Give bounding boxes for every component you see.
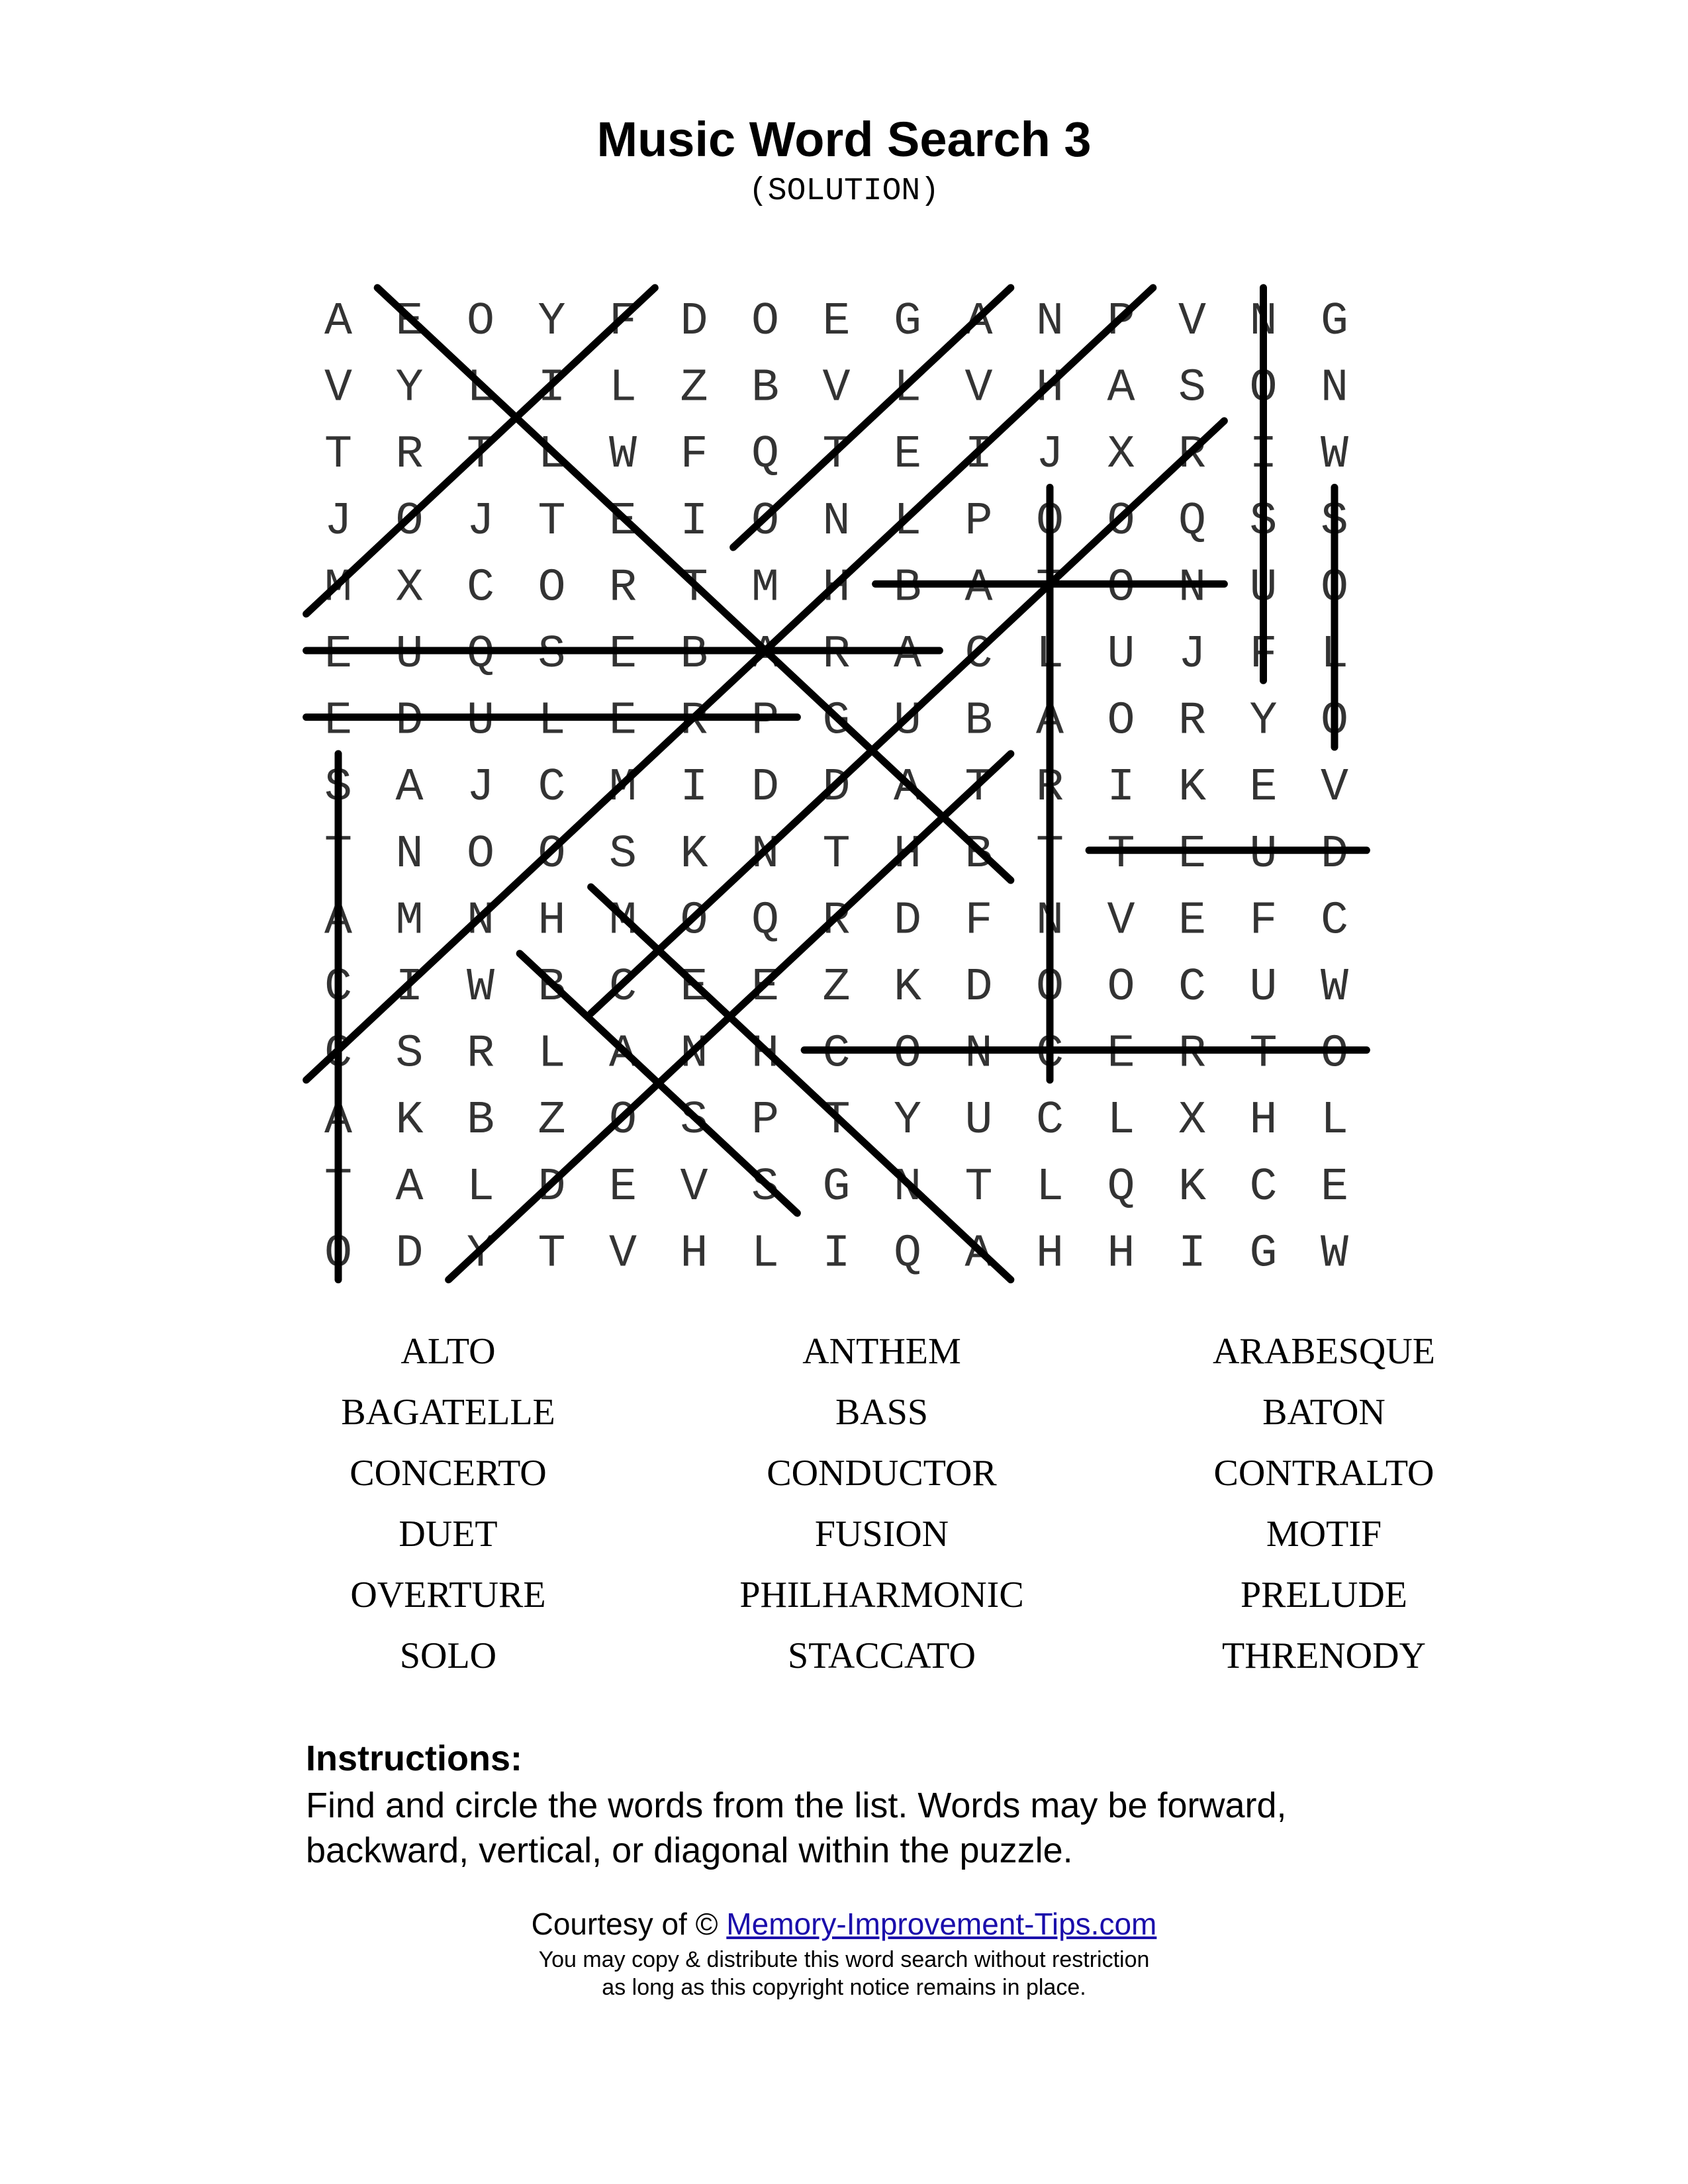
grid-letter: O	[1107, 562, 1135, 615]
grid-letter: C	[608, 962, 637, 1014]
grid-letter: W	[1320, 1228, 1349, 1281]
grid-letter: S	[324, 762, 353, 815]
grid-letter: Q	[893, 1228, 922, 1281]
grid-letter: J	[324, 495, 353, 548]
grid-letter: Y	[466, 1228, 495, 1281]
grid-letter: N	[751, 828, 780, 881]
grid-letter: Q	[1107, 1161, 1135, 1214]
grid-letter: I	[1249, 429, 1278, 482]
page-title: Music Word Search 3	[596, 112, 1092, 167]
word-item: DUET	[399, 1514, 498, 1555]
grid-letter: N	[893, 1161, 922, 1214]
grid-letter: O	[893, 1028, 922, 1081]
grid-letter: N	[466, 895, 495, 948]
grid-letter: V	[1178, 296, 1207, 348]
grid-letter: J	[1178, 629, 1207, 681]
grid-letter: N	[395, 828, 424, 881]
grid-letter: G	[893, 296, 922, 348]
grid-letter: C	[324, 1028, 353, 1081]
word-item: CONTRALTO	[1213, 1453, 1434, 1494]
word-item: BATON	[1262, 1392, 1385, 1433]
grid-letter: E	[1178, 828, 1207, 881]
grid-letter: L	[466, 1161, 495, 1214]
grid-letter: B	[964, 828, 993, 881]
grid-letter: H	[893, 828, 922, 881]
grid-letter: S	[538, 629, 566, 681]
grid-letter: O	[1035, 962, 1064, 1014]
grid-letter: K	[893, 962, 922, 1014]
word-item: ALTO	[400, 1331, 496, 1372]
word-item: PRELUDE	[1241, 1574, 1407, 1615]
grid-letter: O	[608, 1095, 637, 1148]
grid-letter: H	[538, 895, 566, 948]
grid-letter: D	[395, 695, 424, 748]
grid-letter: R	[680, 695, 708, 748]
grid-letter: F	[964, 895, 993, 948]
grid-letter: L	[538, 695, 566, 748]
grid-letter: R	[1035, 762, 1064, 815]
grid-letter: T	[680, 562, 708, 615]
grid-letter: T	[538, 495, 566, 548]
grid-letter: R	[1178, 1028, 1207, 1081]
grid-letter: T	[324, 1161, 353, 1214]
grid-letter: O	[1320, 695, 1349, 748]
grid-letter: X	[395, 562, 424, 615]
grid-letter: U	[893, 695, 922, 748]
grid-letter: I	[1107, 762, 1135, 815]
grid-letter: L	[1320, 629, 1349, 681]
grid-letter: U	[466, 695, 495, 748]
grid-letter: O	[1320, 1028, 1349, 1081]
grid-letter: O	[538, 562, 566, 615]
grid-letter: T	[1107, 828, 1135, 881]
instructions-line: backward, vertical, or diagonal within the puzzle.	[306, 1831, 1073, 1870]
grid-letter: T	[538, 1228, 566, 1281]
instructions-line: Find and circle the words from the list. Words may be forward,	[306, 1786, 1287, 1825]
grid-letter: C	[324, 962, 353, 1014]
solution-line	[306, 288, 1153, 1080]
grid-letter: B	[893, 562, 922, 615]
grid-letter: Q	[466, 629, 495, 681]
grid-letter: E	[608, 695, 637, 748]
grid-letter: S	[608, 828, 637, 881]
grid-letter: V	[680, 1161, 708, 1214]
grid-letter: U	[1249, 962, 1278, 1014]
grid-letter: D	[680, 296, 708, 348]
grid-letter: O	[1249, 362, 1278, 415]
grid-letter: I	[395, 962, 424, 1014]
grid-letter: W	[1320, 962, 1349, 1014]
grid-letter: U	[1107, 629, 1135, 681]
grid-letter: V	[324, 362, 353, 415]
grid-letter: Q	[751, 429, 780, 482]
grid-letter: K	[395, 1095, 424, 1148]
grid-letter: U	[1249, 562, 1278, 615]
grid-letter: O	[680, 895, 708, 948]
grid-letter: C	[1035, 1095, 1064, 1148]
grid-letter: O	[751, 296, 780, 348]
grid-letter: A	[893, 629, 922, 681]
grid-letter: I	[964, 429, 993, 482]
grid-letter: E	[893, 429, 922, 482]
grid-letter: O	[1107, 962, 1135, 1014]
grid-letter: A	[964, 296, 993, 348]
grid-letter: C	[1035, 1028, 1064, 1081]
grid-letter: O	[1320, 562, 1349, 615]
grid-letter: F	[680, 429, 708, 482]
grid-letter: L	[466, 362, 495, 415]
grid-letter: I	[680, 495, 708, 548]
grid-letter: D	[538, 1161, 566, 1214]
instructions-body	[306, 1783, 1431, 1873]
grid-letter: O	[1107, 695, 1135, 748]
grid-letter: L	[538, 429, 566, 482]
grid-letter: L	[1320, 1095, 1349, 1148]
word-item: OVERTURE	[350, 1574, 546, 1615]
grid-letter: A	[964, 1228, 993, 1281]
grid-letter: A	[893, 762, 922, 815]
grid-letter: E	[324, 629, 353, 681]
grid-letter: H	[751, 1028, 780, 1081]
grid-letter: X	[1178, 1095, 1207, 1148]
grid-letter: M	[751, 562, 780, 615]
word-item: THRENODY	[1222, 1635, 1426, 1676]
grid-letter: P	[751, 1095, 780, 1148]
grid-letter: F	[1249, 895, 1278, 948]
grid-letter: X	[1107, 429, 1135, 482]
grid-letter: O	[1107, 495, 1135, 548]
grid-letter: F	[608, 296, 637, 348]
grid-letter: E	[324, 695, 353, 748]
grid-letter: Y	[395, 362, 424, 415]
grid-letter: I	[1178, 1228, 1207, 1281]
grid-letter: O	[1035, 495, 1064, 548]
grid-letter: F	[1249, 629, 1278, 681]
word-item: BAGATELLE	[341, 1392, 555, 1433]
grid-letter: A	[751, 629, 780, 681]
grid-letter: E	[608, 1161, 637, 1214]
grid-letter: N	[1035, 296, 1064, 348]
grid-letter: Q	[751, 895, 780, 948]
grid-letter: G	[1320, 296, 1349, 348]
notice-line: as long as this copyright notice remains in place.	[602, 1975, 1086, 2000]
grid-letter: I	[822, 1228, 851, 1281]
grid-letter: E	[822, 296, 851, 348]
grid-letter: W	[608, 429, 637, 482]
grid-letter: Z	[680, 362, 708, 415]
grid-letter: A	[324, 296, 353, 348]
word-item: ARABESQUE	[1212, 1331, 1436, 1372]
grid-letter: E	[608, 495, 637, 548]
grid-letter: S	[1249, 495, 1278, 548]
word-item: CONDUCTOR	[767, 1453, 997, 1494]
grid-letter: T	[466, 429, 495, 482]
grid-letter: Q	[1178, 495, 1207, 548]
grid-letter: V	[964, 362, 993, 415]
grid-letter: G	[822, 1161, 851, 1214]
notice-line: You may copy & distribute this word search without restriction	[538, 1947, 1150, 1972]
word-item: SOLO	[399, 1635, 497, 1676]
grid-letter: K	[1178, 762, 1207, 815]
grid-letter: C	[466, 562, 495, 615]
grid-letter: W	[1320, 429, 1349, 482]
grid-letter: E	[751, 962, 780, 1014]
grid-letter: P	[751, 695, 780, 748]
grid-letter: C	[964, 629, 993, 681]
grid-letter: L	[608, 362, 637, 415]
grid-letter: P	[964, 495, 993, 548]
grid-letter: N	[1249, 296, 1278, 348]
grid-letter: A	[608, 1028, 637, 1081]
grid-letter: V	[1320, 762, 1349, 815]
word-list	[291, 1330, 1436, 1696]
grid-letter: A	[1035, 695, 1064, 748]
courtesy-prefix: Courtesy of ©	[531, 1907, 718, 1941]
grid-letter: V	[1107, 895, 1135, 948]
grid-letter: N	[680, 1028, 708, 1081]
grid-letter: S	[680, 1095, 708, 1148]
grid-letter: N	[822, 495, 851, 548]
grid-letter: Y	[538, 296, 566, 348]
grid-letter: V	[608, 1228, 637, 1281]
grid-letter: Y	[1249, 695, 1278, 748]
grid-letter: R	[1178, 695, 1207, 748]
grid-letter: H	[1249, 1095, 1278, 1148]
grid-letter: H	[1035, 1228, 1064, 1281]
grid-letter: M	[608, 762, 637, 815]
grid-letter: A	[324, 1095, 353, 1148]
grid-letter: D	[964, 962, 993, 1014]
grid-letter: C	[822, 1028, 851, 1081]
grid-letter: D	[751, 762, 780, 815]
grid-letter: B	[538, 962, 566, 1014]
grid-letter: A	[1107, 362, 1135, 415]
grid-letter: L	[538, 1028, 566, 1081]
grid-letter: U	[395, 629, 424, 681]
page-subtitle: (SOLUTION)	[748, 173, 940, 209]
grid-letter: B	[466, 1095, 495, 1148]
grid-letter: E	[395, 296, 424, 348]
grid-letter: I	[538, 362, 566, 415]
grid-letter: N	[1320, 362, 1349, 415]
grid-letter: J	[466, 762, 495, 815]
grid-letter: R	[822, 895, 851, 948]
grid-letter: M	[608, 895, 637, 948]
grid-letter: O	[466, 296, 495, 348]
grid-letter: G	[822, 695, 851, 748]
grid-letter: J	[1035, 429, 1064, 482]
grid-letter: O	[466, 828, 495, 881]
grid-letter: L	[751, 1228, 780, 1281]
grid-letter: B	[751, 362, 780, 415]
grid-letter: T	[1249, 1028, 1278, 1081]
grid-letter: C	[538, 762, 566, 815]
grid-letter: H	[680, 1228, 708, 1281]
grid-letter: S	[751, 1161, 780, 1214]
grid-letter: U	[1249, 828, 1278, 881]
copyright-notice	[0, 1946, 1688, 2001]
grid-letter: R	[608, 562, 637, 615]
word-item: ANTHEM	[802, 1331, 961, 1372]
word-item: FUSION	[814, 1514, 949, 1555]
grid-letter: B	[680, 629, 708, 681]
grid-letter: S	[1178, 362, 1207, 415]
grid-letter: A	[395, 1161, 424, 1214]
grid-letter: K	[680, 828, 708, 881]
instructions-heading: Instructions:	[306, 1739, 523, 1778]
grid-letter: Y	[893, 1095, 922, 1148]
grid-letter: C	[1320, 895, 1349, 948]
grid-letter: G	[1249, 1228, 1278, 1281]
grid-letter: R	[395, 429, 424, 482]
grid-letter: I	[680, 762, 708, 815]
grid-letter: N	[1035, 895, 1064, 948]
courtesy-line	[0, 1906, 1688, 1942]
grid-letter: U	[964, 1095, 993, 1148]
word-item: MOTIF	[1266, 1514, 1382, 1555]
grid-letter: D	[893, 895, 922, 948]
site-link[interactable]: Memory-Improvement-Tips.com	[726, 1907, 1157, 1941]
grid-letter: N	[1178, 562, 1207, 615]
grid-letter: N	[964, 1028, 993, 1081]
grid-letter: D	[1320, 828, 1349, 881]
grid-letter: C	[1178, 962, 1207, 1014]
grid-letter: M	[324, 562, 353, 615]
grid-letter: T	[822, 429, 851, 482]
grid-letter: M	[395, 895, 424, 948]
grid-letter: R	[466, 1028, 495, 1081]
grid-letter: O	[538, 828, 566, 881]
grid-letter: R	[1178, 429, 1207, 482]
grid-letter: J	[466, 495, 495, 548]
grid-letter: E	[1107, 1028, 1135, 1081]
word-item: PHILHARMONIC	[739, 1574, 1024, 1615]
grid-letter: P	[1107, 296, 1135, 348]
grid-letter: C	[1249, 1161, 1278, 1214]
grid-letter: Z	[538, 1095, 566, 1148]
word-item: BASS	[835, 1392, 929, 1433]
grid-letter: O	[324, 1228, 353, 1281]
word-item: CONCERTO	[350, 1453, 547, 1494]
grid-letter: H	[822, 562, 851, 615]
grid-letter: E	[1249, 762, 1278, 815]
grid-letter: T	[964, 1161, 993, 1214]
grid-letter: A	[324, 895, 353, 948]
grid-letter: E	[608, 629, 637, 681]
grid-letter: T	[822, 1095, 851, 1148]
grid-letter: T	[1035, 562, 1064, 615]
grid-letter: E	[1320, 1161, 1349, 1214]
grid-letter: B	[964, 695, 993, 748]
grid-letter: E	[1178, 895, 1207, 948]
grid-letter: L	[893, 495, 922, 548]
grid-letter: W	[466, 962, 495, 1014]
grid-letter: V	[822, 362, 851, 415]
grid-letter: A	[395, 762, 424, 815]
grid-letter: L	[893, 362, 922, 415]
grid-letter: L	[1035, 629, 1064, 681]
grid-letter: O	[395, 495, 424, 548]
grid-letter: D	[395, 1228, 424, 1281]
grid-letter: R	[822, 629, 851, 681]
grid-letter: T	[964, 762, 993, 815]
grid-letter: T	[1035, 828, 1064, 881]
grid-letter: L	[1107, 1095, 1135, 1148]
grid-letter: H	[1107, 1228, 1135, 1281]
word-item: STACCATO	[788, 1635, 976, 1676]
grid-letter: S	[1320, 495, 1349, 548]
grid-letter: E	[680, 962, 708, 1014]
grid-letter: S	[395, 1028, 424, 1081]
grid-letter: T	[324, 429, 353, 482]
grid-letter: T	[324, 828, 353, 881]
grid-letter: D	[822, 762, 851, 815]
grid-letter: Z	[822, 962, 851, 1014]
grid-letter: H	[1035, 362, 1064, 415]
grid-letter: A	[964, 562, 993, 615]
grid-letter: O	[751, 495, 780, 548]
grid-letter: T	[822, 828, 851, 881]
grid-letter: L	[1035, 1161, 1064, 1214]
grid-letter: K	[1178, 1161, 1207, 1214]
